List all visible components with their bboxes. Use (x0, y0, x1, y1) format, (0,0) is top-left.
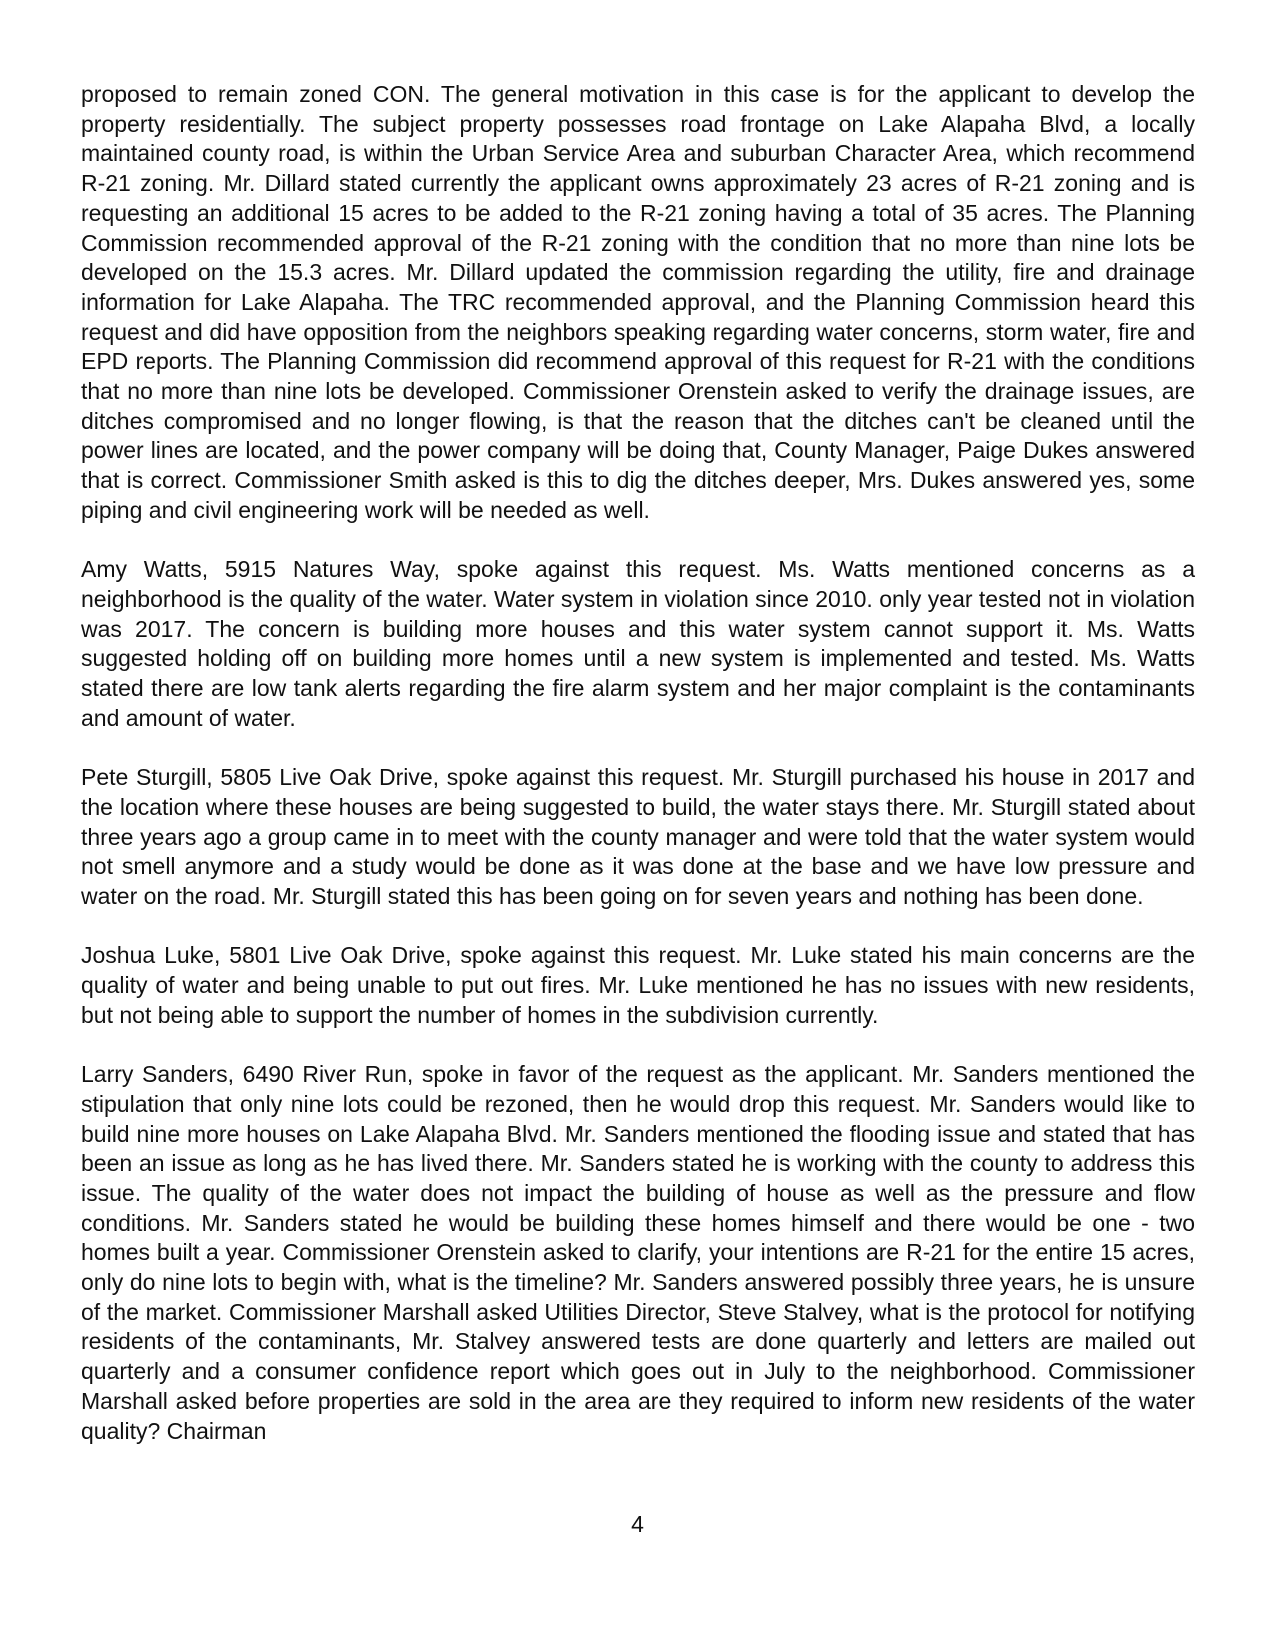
page-number: 4 (631, 1511, 644, 1537)
paragraph-zoning-summary: proposed to remain zoned CON. The general motivation in this case is for the applicant to develop the property residentially. The subject property possesses road frontage on Lake Alapaha Blvd, a locally maintained county road, is within the Urban Service Area and suburban Character Area, which recommend R-21 zoning. Mr. Dillard stated currently the applicant owns approximately 23 acres of R-21 zoning and is requesting an additional 15 acres to be added to the R-21 zoning having a total of 35 acres. The Planning Commission recommended approval of the R-21 zoning with the condition that no more than nine lots be developed on the 15.3 acres. Mr. Dillard updated the commission regarding the utility, fire and drainage information for Lake Alapaha. The TRC recommended approval, and the Planning Commission heard this request and did have opposition from the neighbors speaking regarding water concerns, storm water, fire and EPD reports. The Planning Commission did recommend approval of this request for R-21 with the conditions that no more than nine lots be developed. Commissioner Orenstein asked to verify the drainage issues, are ditches compromised and no longer flowing, is that the reason that the ditches can't be cleaned until the power lines are located, and the power company will be doing that, County Manager, Paige Dukes answered that is correct. Commissioner Smith asked is this to dig the ditches deeper, Mrs. Dukes answered yes, some piping and civil engineering work will be needed as well. (81, 81, 1195, 523)
paragraph-amy-watts: Amy Watts, 5915 Natures Way, spoke against this request. Ms. Watts mentioned concerns as a neighborhood is the quality of the water. Water system in violation since 2010. only year tested not in violation was 2017. The concern is building more houses and this water system cannot support it. Ms. Watts suggested holding off on building more homes until a new system is implemented and tested. Ms. Watts stated there are low tank alerts regarding the fire alarm system and her major complaint is the contaminants and amount of water. (81, 556, 1196, 731)
document-body (81, 80, 1195, 1446)
paragraph-pete-sturgill: Pete Sturgill, 5805 Live Oak Drive, spoke against this request. Mr. Sturgill purchased his house in 2017 and the location where these houses are being suggested to build, the water stays there. Mr. Sturgill stated about three years ago a group came in to meet with the county manager and were told that the water system would not smell anymore and a study would be done as it was done at the base and we have low pressure and water on the road. Mr. Sturgill stated this has been going on for seven years and nothing has been done. (81, 764, 1195, 909)
paragraph-joshua-luke: Joshua Luke, 5801 Live Oak Drive, spoke against this request. Mr. Luke stated his main concerns are the quality of water and being unable to put out fires. Mr. Luke mentioned he has no issues with new residents, but not being able to support the number of homes in the subdivision currently. (81, 942, 1195, 1028)
paragraph-larry-sanders: Larry Sanders, 6490 River Run, spoke in favor of the request as the applicant. Mr. Sanders mentioned the stipulation that only nine lots could be rezoned, then he would drop this request. Mr. Sanders would like to build nine more houses on Lake Alapaha Blvd. Mr. Sanders mentioned the flooding issue and stated that has been an issue as long as he has lived there. Mr. Sanders stated he is working with the county to address this issue. The quality of the water does not impact the building of house as well as the pressure and flow conditions. Mr. Sanders stated he would be building these homes himself and there would be one - two homes built a year. Commissioner Orenstein asked to clarify, your intentions are R-21 for the entire 15 acres, only do nine lots to begin with, what is the timeline? Mr. Sanders answered possibly three years, he is unsure of the market. Commissioner Marshall asked Utilities Director, Steve Stalvey, what is the protocol for notifying residents of the contaminants, Mr. Stalvey answered tests are done quarterly and letters are mailed out quarterly and a consumer confidence report which goes out in July to the neighborhood. Commissioner Marshall asked before properties are sold in the area are they required to inform new residents of the water quality? Chairman (81, 1061, 1195, 1444)
